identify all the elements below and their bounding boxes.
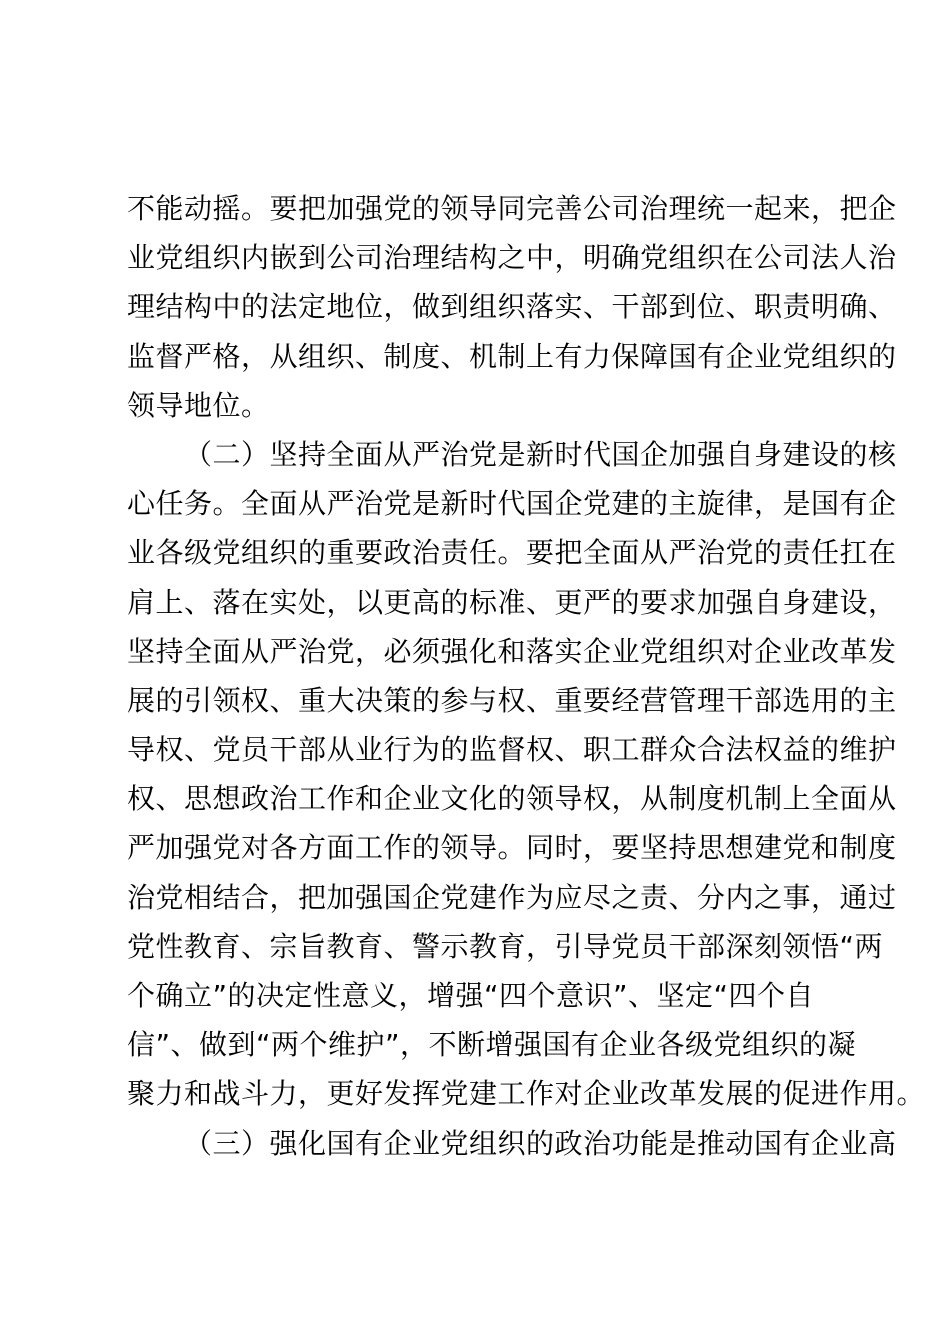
section-heading-line: （二）坚持全面从严治党是新时代国企加强自身建设的核 <box>184 437 897 471</box>
text-line: 业党组织内嵌到公司治理结构之中，明确党组织在公司法人治 <box>127 241 897 275</box>
text-line: 聚力和战斗力，更好发挥党建工作对企业改革发展的促进作用。 <box>127 1077 926 1111</box>
text-line: 业各级党组织的重要政治责任。要把全面从严治党的责任扛在 <box>127 536 897 570</box>
text-line: 导权、党员干部从业行为的监督权、职工群众合法权益的维护 <box>127 733 897 767</box>
section-heading-line: （三）强化国有企业党组织的政治功能是推动国有企业高 <box>184 1126 897 1160</box>
text-line: 权、思想政治工作和企业文化的领导权，从制度机制上全面从 <box>127 782 897 816</box>
text-line: 心任务。全面从严治党是新时代国企党建的主旋律，是国有企 <box>127 487 897 521</box>
text-line: 展的引领权、重大决策的参与权、重要经营管理干部选用的主 <box>127 683 897 717</box>
text-line: 理结构中的法定地位，做到组织落实、干部到位、职责明确、 <box>127 290 897 324</box>
text-line: 肩上、落在实处，以更高的标准、更严的要求加强自身建设， <box>127 585 897 619</box>
text-line: 党性教育、宗旨教育、警示教育，引导党员干部深刻领悟“两 <box>127 929 884 963</box>
text-line: 监督严格，从组织、制度、机制上有力保障国有企业党组织的 <box>127 339 897 373</box>
text-line: 不能动摇。要把加强党的领导同完善公司治理统一起来，把企 <box>127 192 897 225</box>
text-line: 治党相结合，把加强国企党建作为应尽之责、分内之事，通过 <box>127 880 897 914</box>
body-text <box>127 184 926 1168</box>
text-line: 信”、做到“两个维护”，不断增强国有企业各级党组织的凝 <box>127 1028 857 1062</box>
text-line: 个确立”的决定性意义，增强“四个意识”、坚定“四个自 <box>127 979 815 1012</box>
text-line: 严加强党对各方面工作的领导。同时，要坚持思想建党和制度 <box>127 831 897 865</box>
text-line: 坚持全面从严治党，必须强化和落实企业党组织对企业改革发 <box>127 634 897 668</box>
text-line: 领导地位。 <box>127 388 270 422</box>
